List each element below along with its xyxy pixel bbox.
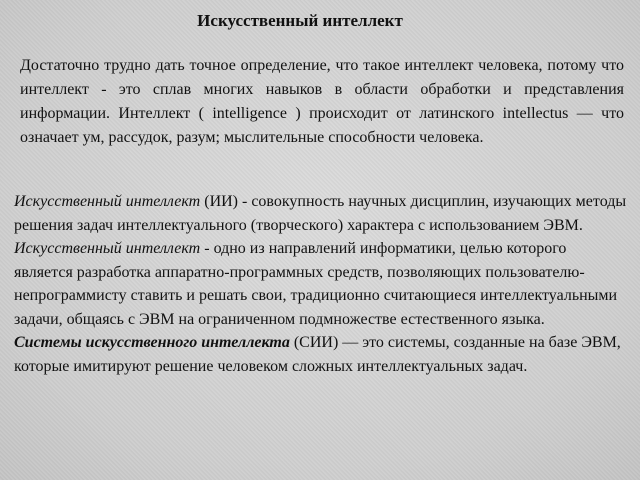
definition-ai-systems <box>14 331 628 378</box>
definition-text: (СИИ) — это системы, созданные на базе ЭВМ, которые имитируют решение человеком сложных интеллектуальных задач. <box>14 334 621 375</box>
definition-term: Искусственный интеллект <box>14 240 201 257</box>
intro-paragraph: Достаточно трудно дать точное определение, что такое интеллект человека, потому что интеллект - это сплав многих навыков в области обработки и представления информации. Интеллект ( intelligence ) происходит от латинского intellectus — что означает ум, рассудок, разум; мыслительные способности человека. <box>20 57 624 146</box>
definition-ai-disciplines <box>14 190 628 237</box>
definition-term: Системы искусственного интеллекта <box>14 334 290 351</box>
definition-text: (ИИ) - совокупность научных дисциплин, изучающих методы решения задач интеллектуального (творческого) характера с использованием ЭВМ. <box>14 193 627 234</box>
definitions-block <box>14 190 628 378</box>
slide-title: Искусственный интеллект <box>197 11 403 30</box>
definition-text: - одно из направлений информатики, целью которого является разработка аппаратно-программных средств, позволяющих пользователю-непрограммисту ставить и решать свои, традиционно считающиеся интеллектуальными задачи, общаясь с ЭВМ на ограниченном подмножестве естественного языка. <box>14 240 618 328</box>
definition-ai-informatics <box>14 237 628 331</box>
definition-term: Искусственный интеллект <box>14 193 201 210</box>
